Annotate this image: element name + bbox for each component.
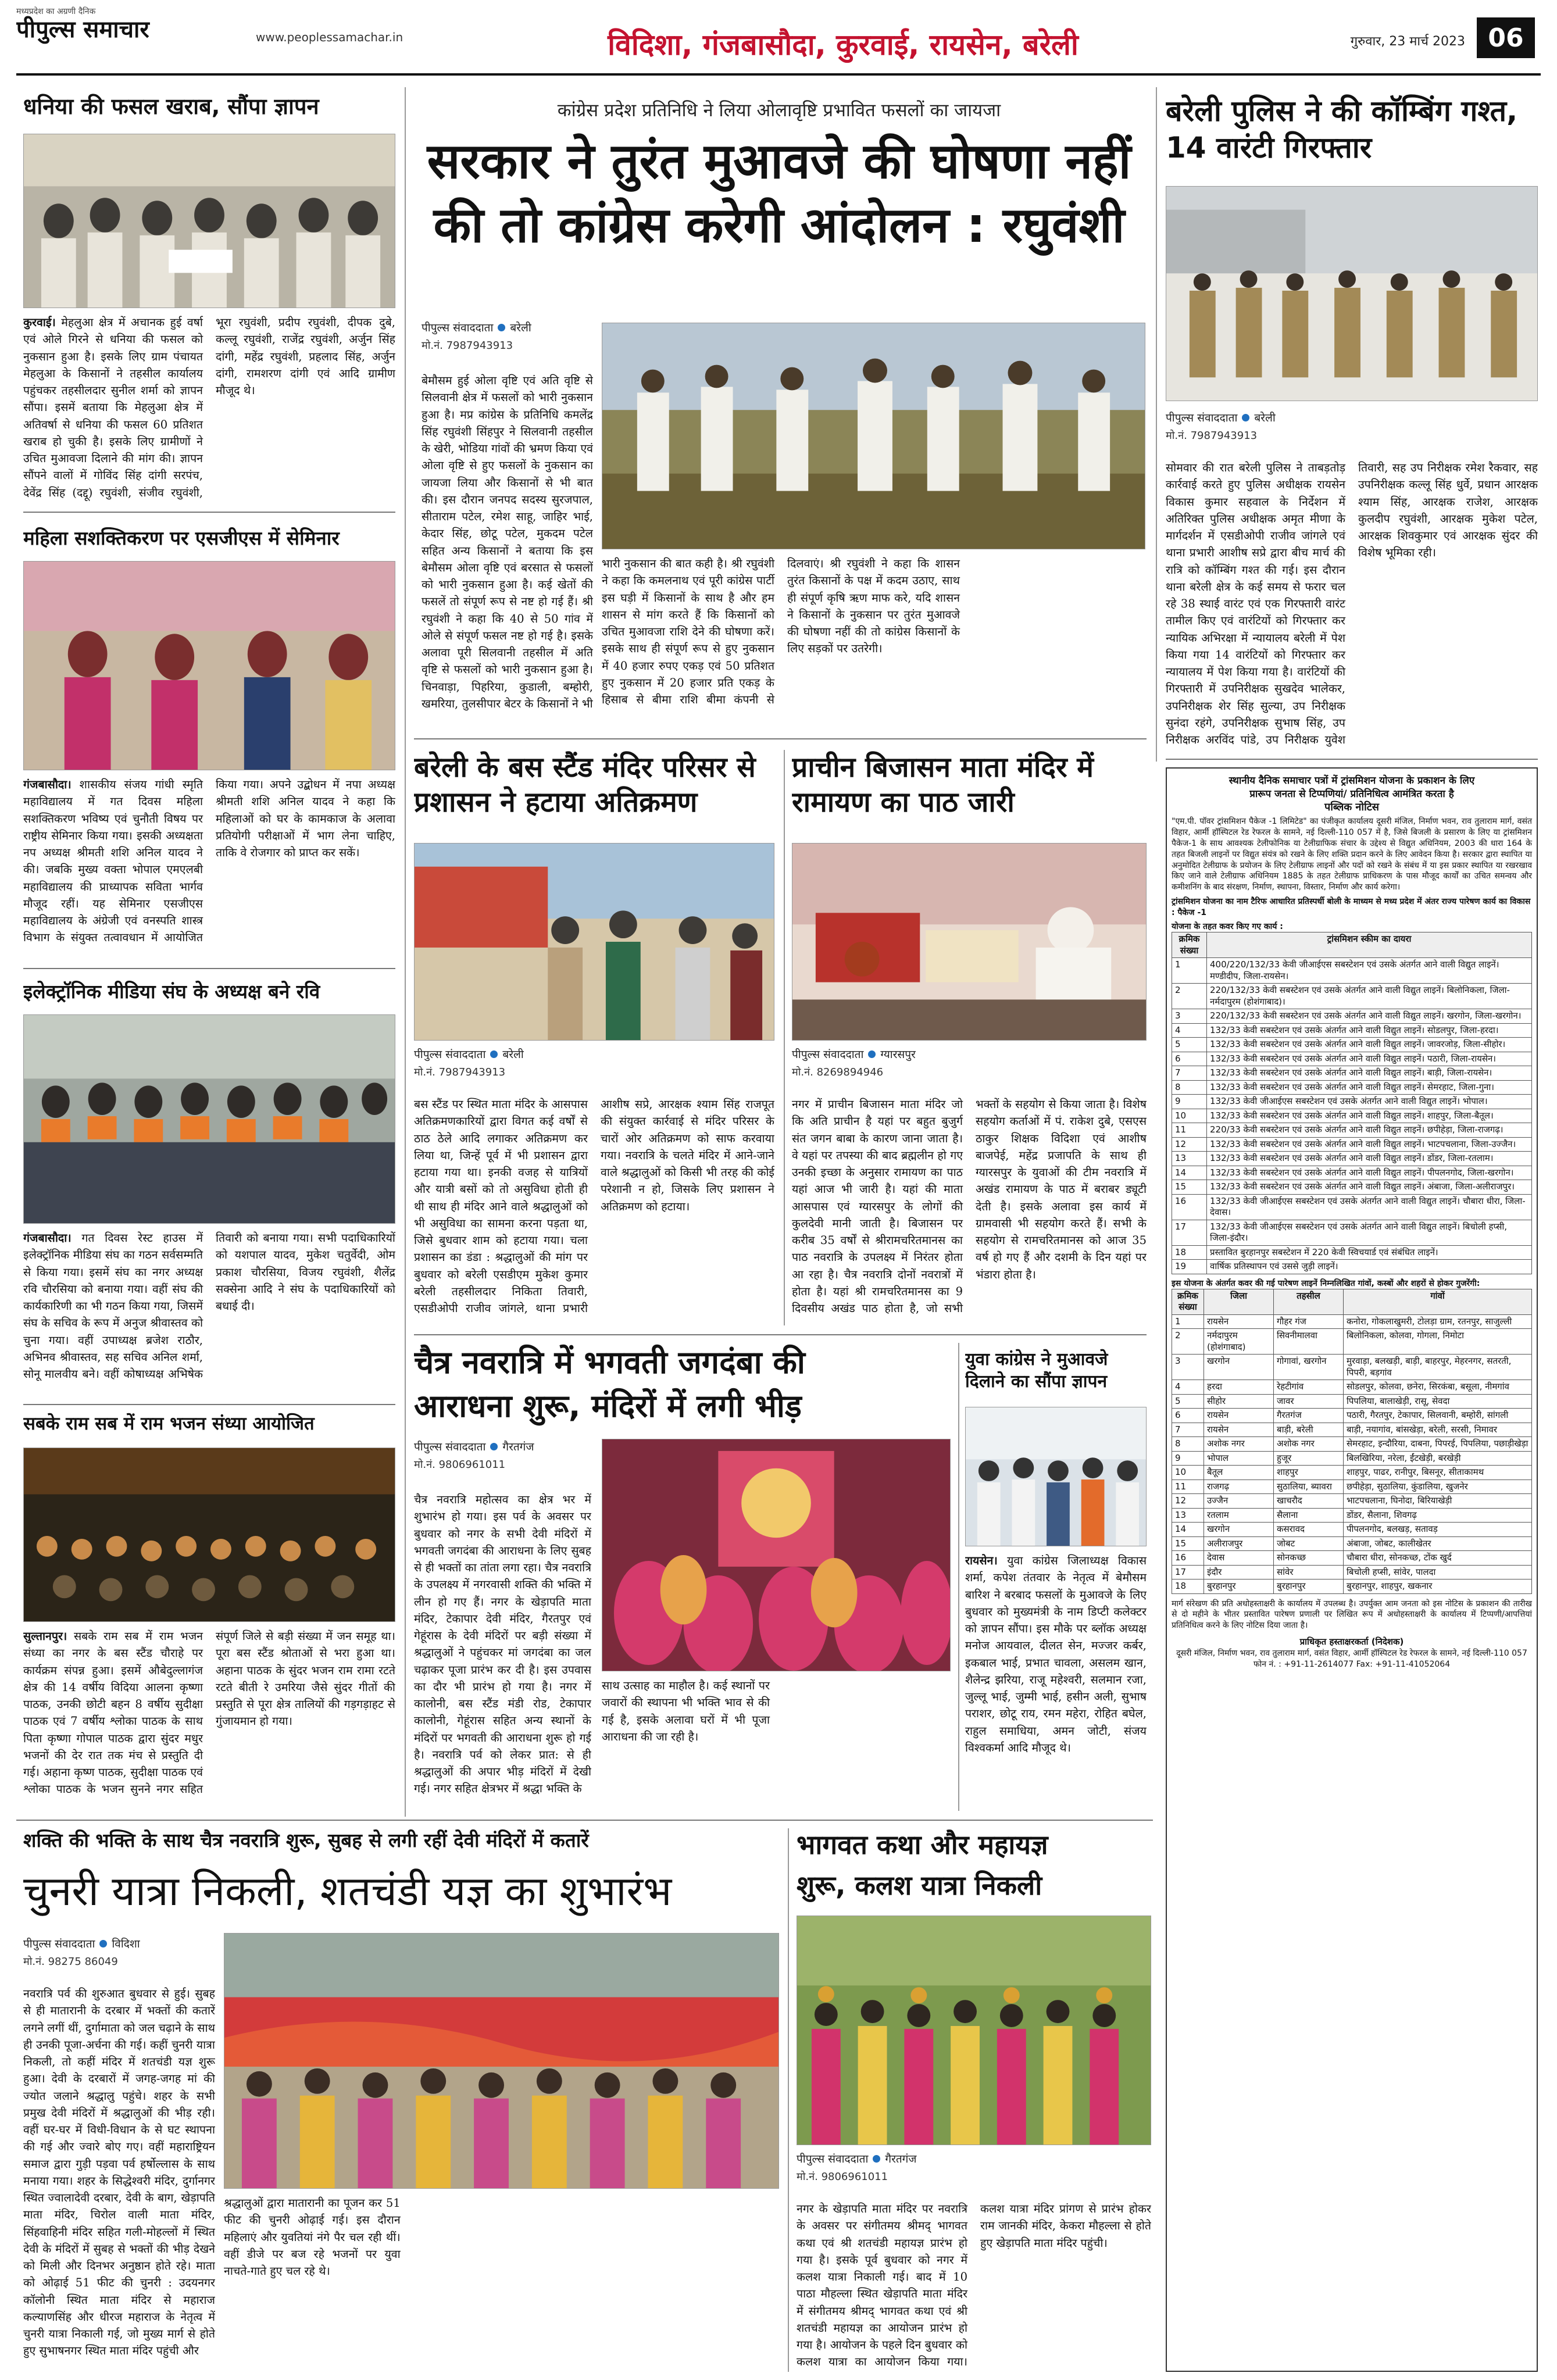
byline-dot-icon: [490, 1050, 498, 1058]
byline-dot-icon: [99, 1940, 107, 1947]
nt1-cell-scope: 132/33 केवी जीआईएस सबस्टेशन एवं उसके अंतर्गत आने वाली विद्युत लाइनें। बिचोली हप्सी, जिला-इंदौर।: [1207, 1220, 1532, 1245]
nt1-cell-scope: 132/33 केवी जीआईएस सबस्टेशन एवं उसके अंतर्गत आने वाली विद्युत लाइनें। भोपाल।: [1207, 1095, 1532, 1109]
col-rule-3: [784, 750, 785, 1325]
notice-table-2-row: [1172, 1423, 1532, 1437]
website-link[interactable]: www.peoplessamachar.in: [256, 30, 403, 44]
nt2-cell-no: 8: [1172, 1437, 1204, 1452]
nt1-cell-no: 15: [1172, 1180, 1207, 1195]
nt1-cell-no: 18: [1172, 1245, 1207, 1260]
notice-table-1-row: [1172, 1180, 1532, 1195]
notice-intro-2: ट्रांसमिशन योजना का नाम टैरिफ आधारित प्रतिस्पर्धी बोली के माध्यम से मध्य प्रदेश में अंतर राज्य पारेषण कार्य का विकास : पैकेज -1: [1172, 897, 1531, 918]
notice-table-1-row: [1172, 1066, 1532, 1081]
bus-reporter: पीपुल्स संवाददाता: [414, 1048, 486, 1061]
main-body-cont: [602, 555, 1145, 724]
nt2-cell-tehsil: सिवनीमालवा: [1274, 1329, 1344, 1355]
art1-headline: धनिया की फसल खराब, सौंपा ज्ञापन: [23, 94, 319, 119]
byline-dot-icon: [873, 2155, 880, 2163]
main-location: बरेली: [510, 321, 531, 334]
nt2-cell-no: 1: [1172, 1314, 1204, 1329]
nt2-cell-tehsil: सोनकच्छ: [1274, 1551, 1344, 1566]
notice-table2-caption: इस योजना के अंतर्गत कवर की गई पारेषण लाइनें निम्नलिखित गांवों, कस्बों और शहरों से होकर गुजरेंगी:: [1172, 1278, 1480, 1288]
nt1-cell-no: 4: [1172, 1023, 1207, 1038]
nt1-cell-no: 11: [1172, 1123, 1207, 1138]
nt2-cell-villages: बाड़ी, नयागांव, बांसखेड़ा, बरेली, सरसी, निमावर: [1344, 1423, 1532, 1437]
nt2-cell-district: इंदौर: [1204, 1565, 1274, 1579]
nt2-cell-no: 16: [1172, 1551, 1204, 1566]
notice-table-2-row: [1172, 1480, 1532, 1494]
nt2-cell-no: 12: [1172, 1494, 1204, 1509]
nt2-cell-tehsil: गौहर गंज: [1274, 1314, 1344, 1329]
youth-photo: [965, 1407, 1147, 1546]
col-rule-5: [788, 1828, 789, 2372]
navratri-byline: [414, 1439, 600, 1485]
section-title: विदिशा, गंजबासौदा, कुरवाई, रायसेन, बरेली: [608, 28, 1079, 62]
nt2-cell-district: रायसेन: [1204, 1423, 1274, 1437]
notice-table-2-row: [1172, 1466, 1532, 1480]
notice-table-1: [1172, 932, 1532, 1274]
police-body: [1166, 459, 1538, 756]
notice-table-2-row: [1172, 1314, 1532, 1329]
ram-place: सुल्तानपुर।: [23, 1629, 67, 1643]
nt1-cell-scope: 132/33 केवी सबस्टेशन एवं उसके अंतर्गत आने वाली विद्युत लाइनें। डोंडर, जिला-रतलाम।: [1207, 1152, 1532, 1166]
nt1-cell-scope: 220/33 केवी सबस्टेशन एवं उसके अंतर्गत आने वाली विद्युत लाइनें। छपीहेड़ा, जिला-राजगढ़।: [1207, 1123, 1532, 1138]
bijasan-headline: प्राचीन बिजासन माता मंदिर में रामायण का पाठ जारी: [792, 751, 1094, 819]
notice-table-1-row: [1172, 1052, 1532, 1066]
bus-headline: बरेली के बस स्टैंड मंदिर परिसर से प्रशासन ने हटाया अतिक्रमण: [414, 751, 756, 819]
nt1-cell-no: 19: [1172, 1260, 1207, 1274]
main-headline-1: सरकार ने तुरंत मुआवजे की घोषणा नहीं: [427, 133, 1131, 190]
ram-headline: सबके राम सब में राम भजन संध्या आयोजित: [23, 1413, 315, 1434]
nt2-cell-no: 2: [1172, 1329, 1204, 1355]
nt2-cell-villages: पीपलनगोद, बलखड़, सतावड़: [1344, 1523, 1532, 1537]
chunari-byline: [23, 1936, 215, 1982]
nt2-cell-tehsil: बुरहानपुर: [1274, 1579, 1344, 1594]
nt2-cell-district: उज्जैन: [1204, 1494, 1274, 1509]
nt2-cell-villages: शाहपुर, पाढर, रानीपुर, बिसनूर, सीताकामथ: [1344, 1466, 1532, 1480]
main-kicker: कांग्रेस प्रदेश प्रतिनिधि ने लिया ओलावृष्टि प्रभावित फसलों का जायजा: [557, 100, 1001, 121]
nt2-cell-district: खरगोन: [1204, 1355, 1274, 1380]
main-headline-2: की तो कांग्रेस करेगी आंदोलन : रघुवंशी: [433, 196, 1125, 253]
notice-table-2-row: [1172, 1551, 1532, 1566]
nt2-cell-villages: अंबाजा, जोबट, कालीखेतर: [1344, 1536, 1532, 1551]
chunari-body-continued: श्रद्धालुओं द्वारा मातारानी का पूजन कर 51 फीट की चुनरी ओढ़ाई गई। इस दौरान महिलाएं और युवतियां नंगे पैर चल रही थीं। वहीं डीजे पर बज रहे भजनों पर युवा नाचते-गाते हुए चल रहे थे।: [224, 2196, 401, 2278]
media-body: [23, 1230, 395, 1398]
bhagwat-reporter: पीपुल्स संवाददाता: [797, 2153, 869, 2165]
notice-table-2-row: [1172, 1409, 1532, 1423]
nt2-cell-no: 3: [1172, 1355, 1204, 1380]
police-byline: [1166, 410, 1340, 456]
notice-table-1-row: [1172, 958, 1532, 984]
nt1-cell-scope: 132/33 केवी सबस्टेशन एवं उसके अंतर्गत आने वाली विद्युत लाइनें। भाटपचलाना, जिला-उज्जैन।: [1207, 1137, 1532, 1152]
youth-headline: युवा कांग्रेस ने मुआवजे दिलाने का सौंपा ज्ञापन: [965, 1349, 1108, 1392]
nt2-cell-no: 15: [1172, 1536, 1204, 1551]
notice-footer: मार्ग संरेखण की प्रति अधोहस्ताक्षरी के कार्यालय में उपलब्ध है। उपर्युक्त आम जनता को इस नोटिस के प्रकाशन की तारीख से दो महीने के भीतर प्रस्तावित पारेषण प्रणाली पर लिखित रूप में अधोहस्ताक्षरी के कार्यालय में टिप्पणी/आपत्तियां प्रतिनिधित्व करने के लिए नोटिस दिया जाता है।: [1172, 1599, 1532, 1631]
nt2-cell-no: 14: [1172, 1523, 1204, 1537]
navratri-body-cont: [602, 1677, 951, 1811]
nt2-cell-no: 9: [1172, 1451, 1204, 1466]
col-rule-4: [958, 1343, 959, 1811]
nt2-cell-villages: भाटपचलाना, घिनोदा, बिरियाखेड़ी: [1344, 1494, 1532, 1509]
nt1-cell-no: 7: [1172, 1066, 1207, 1081]
nt1-cell-scope: 400/220/132/33 केवी जीआईएस सबस्टेशन एवं उसके अंतर्गत आने वाली विद्युत लाइनें। मण्डीदीप, जिला-रायसेन।: [1207, 958, 1532, 984]
police-headline: बरेली पुलिस ने की कॉम्बिंग गश्त, 14 वारंटी गिरफ्तार: [1166, 94, 1518, 165]
nt2-cell-villages: मुरवाड़ा, बलखड़ी, बाड़ी, बाहरपुर, मेहरनगर, सतरती, पिपरी, बड़गांव: [1344, 1355, 1532, 1380]
notice-table-2-row: [1172, 1394, 1532, 1409]
nt1-cell-no: 2: [1172, 984, 1207, 1009]
nt1-cell-no: 13: [1172, 1152, 1207, 1166]
page-number-text: 06: [1488, 23, 1524, 53]
chunari-photo: [224, 1933, 779, 2189]
notice-table-1-row: [1172, 1095, 1532, 1109]
nt2-cell-villages: कनोरा, गोकलाखुमरी, टोलड़ा ग्राम, रतनपुर, साजुल्ली: [1344, 1314, 1532, 1329]
nt2-cell-district: खरगोन: [1204, 1523, 1274, 1537]
main-body: बेमौसम हुई ओला वृष्टि एवं अति वृष्टि से सिलवानी क्षेत्र में फसलों को भारी नुकसान हुआ है। मप्र कांग्रेस के प्रतिनिधि कमलेंद्र सिंह रघुवंशी सिंहपुर ने सिलवानी तहसील के खेरी, भोडिया गांवों की भ्रमण किया एवं ओला वृष्टि से हुए फसलों के नुकसान का जायजा लिया और किसानों से भी बात की। इस दौरान जनपद सदस्य सुरजपाल, सीताराम पटेल, रमेश साहू, जाहिर भाई, केदार सिंह, छोटू पटेल, मुकदम पटेल सहित अन्य किसानों ने बताया कि इस बेमौसम ओला वृष्टि एवं बरसात से फसलों को भारी नुकसान हुआ है। कई खेतों की फसलें तो संपूर्ण रूप से नष्ट हो गई हैं। श्री रघुवंशी ने कहा कि 40 से 50 गांव में ओले से संपूर्ण फसल नष्ट हो गई है। इसके अलावा पूरी सिलवानी तहसील में अति वृष्टि से फसलों को भारी नुकसान हुआ है। चिनवाड़ा, पिहरिया, कुडाली, बम्होरी, खमरिया, तुलसीपार बेटर के किसानों ने भी: [422, 374, 593, 710]
police-location: बरेली: [1254, 412, 1276, 424]
notice-title-3: पब्लिक नोटिस: [1324, 801, 1379, 813]
rule-m1: [414, 738, 1147, 739]
notice-table-1-row: [1172, 1023, 1532, 1038]
police-reporter: पीपुल्स संवाददाता: [1166, 412, 1238, 424]
bhagwat-photo: [797, 1916, 1151, 2145]
nt2-cell-tehsil: शाहपुर: [1274, 1466, 1344, 1480]
nt1-cell-scope: प्रस्तावित बुरहानपुर सबस्टेशन में 220 केवी स्विचयार्ड एवं संबंधित लाइनें।: [1207, 1245, 1532, 1260]
notice-table-2-row: [1172, 1329, 1532, 1355]
nt2-cell-district: हरदा: [1204, 1380, 1274, 1395]
seminar-body: [23, 776, 395, 962]
nt1-cell-no: 1: [1172, 958, 1207, 984]
nt2-cell-villages: डोंडर, सैलाना, शिवगढ़: [1344, 1508, 1532, 1523]
seminar-headline: महिला सशक्तिकरण पर एसजीएस में सेमिनार: [23, 527, 340, 549]
navratri-photo: [602, 1439, 951, 1671]
nt2-cell-no: 13: [1172, 1508, 1204, 1523]
media-text: गत दिवस रेस्ट हाउस में इलेक्ट्रॉनिक मीडिया संघ का गठन सर्वसम्मति से किया गया। इसमें संघ का नगर अध्यक्ष रवि चौरसिया को बनाया गया। वहीं संघ की कार्यकारिणी का भी गठन किया गया, जिसमें संघ के सचिव के रूप में अनुज श्रीवास्तव को चुना गया। वहीं उपाध्यक्ष ब्रजेश राठौर, अभिनव श्रीवास्तव, सह सचिव अनिल शर्मा, सोनू मालवीय बने। वहीं कोषाध्यक्ष अभिषेक तिवारी को बनाया गया। सभी पदाधिकारियों को यशपाल यादव, मुकेश चतुर्वेदी, ओम प्रकाश चौरसिया, विजय रघुवंशी, शैलेंद्र सक्सेना आदि ने संघ के पदाधिकारियों को बधाई दी।: [23, 1231, 395, 1381]
nt2-cell-district: अलीराजपुर: [1204, 1536, 1274, 1551]
police-mobile: मो.नं. 7987943913: [1166, 430, 1258, 442]
nt1-cell-scope: 132/33 केवी सबस्टेशन एवं उसके अंतर्गत आने वाली विद्युत लाइनें। बाड़ी, जिला-रायसेन।: [1207, 1066, 1532, 1081]
nt2-cell-district: बैतूल: [1204, 1466, 1274, 1480]
byline-dot-icon: [498, 324, 505, 331]
masthead-logo-block: [16, 6, 249, 52]
nt2-cell-no: 5: [1172, 1394, 1204, 1409]
nt2-cell-villages: सोडलपुर, कोलवा, छनेरा, सिरकंबा, बसूला, नीमगांव: [1344, 1380, 1532, 1395]
navratri-body: चैत्र नवरात्रि महोत्सव का क्षेत्र भर में शुभारंभ हो गया। इस पर्व के अवसर पर बुधवार को नगर के सभी देवी मंदिरों में भगवती जगदंबा की आराधना के लिए सुबह से ही भक्तों का तांता लगा रहा। चैत्र नवरात्रि के उपलक्ष्य में नगरवासी शक्ति की भक्ति में लीन हो गए हैं। नगर के खेड़ापति माता मंदिर, टेकापार देवी मंदिर, गैरतपुर एवं गेहूंरास के देवी मंदिरों पर बड़ी संख्या में श्रद्धालुओं ने पहुंचकर मां जगदंबा का जल चढ़ाकर पूजा प्रारंभ कर दी है। इस उपवास का दौर भी प्रारंभ हो गया है। नगर में कालोनी, बस स्टैंड मंडी रोड, टेकापार कालोनी, गेहूंरास सहित अन्य स्थानों के मंदिरों पर भगवती की आराधना शुरू हो गई है। नवरात्रि पर्व को लेकर प्रात: से ही श्रद्धालुओं की अपार भीड़ मंदिरों में देखी गई। नगर सहित क्षेत्रभर में श्रद्धा भक्ति के: [414, 1493, 591, 1796]
nt2-cell-district: अशोक नगर: [1204, 1437, 1274, 1452]
nt2-cell-tehsil: हुजूर: [1274, 1451, 1344, 1466]
nt2-head-no: क्रमिक संख्या: [1172, 1289, 1204, 1314]
notice-table-2-row: [1172, 1437, 1532, 1452]
page-number: [1477, 17, 1535, 58]
nt1-cell-no: 6: [1172, 1052, 1207, 1066]
notice-table-2-row: [1172, 1523, 1532, 1537]
bijasan-body: [792, 1096, 1147, 1325]
nt2-cell-tehsil: जोबट: [1274, 1536, 1344, 1551]
bijasan-reporter: पीपुल्स संवाददाता: [792, 1048, 864, 1061]
police-photo: [1166, 186, 1538, 401]
notice-table-1-row: [1172, 1137, 1532, 1152]
nt1-cell-scope: 132/33 केवी सबस्टेशन एवं उसके अंतर्गत आने वाली विद्युत लाइनें। सेमरहाट, जिला-गुना।: [1207, 1080, 1532, 1095]
nt2-cell-villages: बिलोनिकला, कोलवा, गोगला, निमोटा: [1344, 1329, 1532, 1355]
nt2-cell-district: बुरहानपुर: [1204, 1579, 1274, 1594]
rule-bottom: [16, 1820, 1153, 1821]
nt2-cell-villages: सेमरहाट, इन्दौरिया, दाबना, पिपरई, पिपलिया, पछाड़ीखेड़ा: [1344, 1437, 1532, 1452]
nt1-cell-scope: 132/33 केवी सबस्टेशन एवं उसके अंतर्गत आने वाली विद्युत लाइनें। सोडलपुर, जिला-हरदा।: [1207, 1023, 1532, 1038]
nt2-cell-no: 4: [1172, 1380, 1204, 1395]
nt2-cell-district: रायसेन: [1204, 1409, 1274, 1423]
nt1-cell-scope: 132/33 केवी सबस्टेशन एवं उसके अंतर्गत आने वाली विद्युत लाइनें। जावरजोड़, जिला-सीहोर।: [1207, 1038, 1532, 1052]
seminar-photo: [23, 561, 395, 770]
notice-table-1-row: [1172, 1109, 1532, 1123]
nt2-cell-villages: पठारी, गैरतपुर, टेकापार, सिलवानी, बम्होरी, सांगली: [1344, 1409, 1532, 1423]
notice-table-1-row: [1172, 1194, 1532, 1220]
notice-title-2: प्रारूप जनता से टिप्पणियां/ प्रतिनिधित्व आमंत्रित करता है: [1249, 788, 1454, 800]
nt1-cell-no: 12: [1172, 1137, 1207, 1152]
nt1-head-scope: ट्रांसमिशन स्कीम का दायरा: [1207, 932, 1532, 958]
bijasan-byline: [792, 1046, 984, 1093]
bhagwat-byline: [797, 2151, 983, 2197]
navratri-location: गैरतगंज: [502, 1441, 534, 1453]
nt2-head-villages: गांवों: [1344, 1289, 1532, 1314]
nt2-cell-tehsil: गोगावां, खरगोन: [1274, 1355, 1344, 1380]
nt2-cell-no: 11: [1172, 1480, 1204, 1494]
notice-table-1-row: [1172, 1152, 1532, 1166]
rule-m2: [414, 1334, 1147, 1335]
col-rule-2: [1156, 87, 1157, 762]
nt1-cell-scope: 132/33 केवी सबस्टेशन एवं उसके अंतर्गत आने वाली विद्युत लाइनें। पठारी, जिला-रायसेन।: [1207, 1052, 1532, 1066]
navratri-mobile: मो.नं. 9806961011: [414, 1459, 506, 1471]
bus-body: [414, 1096, 774, 1325]
art1-body: [23, 314, 395, 506]
notice-table-2: [1172, 1289, 1532, 1594]
notice-table-2-row: [1172, 1355, 1532, 1380]
section-banner: [500, 17, 1186, 70]
bhagwat-text: नगर के खेड़ापति माता मंदिर पर नवरात्रि के अवसर पर संगीतमय श्रीमद् भागवत कथा एवं श्री शतचंडी महायज्ञ प्रारंभ हो गया है। इसके पूर्व बुधवार को नगर में कलश यात्रा निकाली गई। बाद में 10 पाठा मौहल्ला स्थित खेड़ापति माता मंदिर में संगीतमय श्रीमद् भागवत कथा एवं श्री शतचंडी महायज्ञ का आयोजन प्रारंभ हो गया है। आयोजन के पहले दिन बुधवार को कलश यात्रा का आयोजन किया गया। कलश यात्रा मंदिर प्रांगण से प्रारंभ होकर राम जानकी मंदिर, केकरा मौहल्ला से होते हुए खेड़ापति माता मंदिर पहुंची।: [797, 2202, 1151, 2369]
nt2-cell-district: राजगढ़: [1204, 1480, 1274, 1494]
bijasan-mobile: मो.नं. 8269894946: [792, 1066, 884, 1078]
chunari-headline: चुनरी यात्रा निकली, शतचंडी यज्ञ का शुभारंभ: [23, 1867, 672, 1915]
notice-table-1-row: [1172, 1245, 1532, 1260]
nt2-cell-district: रायसेन: [1204, 1314, 1274, 1329]
notice-sign-2: दूसरी मंजिल, निर्माण भवन, राव तुलाराम मार्ग, वसंत विहार, आर्मी हॉस्पिटल रेड रेफरल के सामने, नई दिल्ली-110 057: [1176, 1649, 1527, 1659]
bus-byline: [414, 1046, 600, 1093]
rule-a3: [23, 1404, 395, 1405]
media-photo: [23, 1014, 395, 1224]
nt1-cell-scope: 132/33 केवी सबस्टेशन एवं उसके अंतर्गत आने वाली विद्युत लाइनें। अंबाजा, जिला-अलीराजपुर।: [1207, 1180, 1532, 1195]
notice-table-1-row: [1172, 1123, 1532, 1138]
navratri-headline-2: आराधना शुरू, मंदिरों में लगी भीड़: [414, 1388, 802, 1424]
rule-a2: [23, 968, 395, 969]
bus-location: बरेली: [502, 1048, 524, 1061]
media-headline: इलेक्ट्रॉनिक मीडिया संघ के अध्यक्ष बने रवि: [23, 980, 320, 1003]
notice-table-1-row: [1172, 1009, 1532, 1024]
notice-table-1-row: [1172, 1038, 1532, 1052]
nt1-cell-no: 16: [1172, 1194, 1207, 1220]
chunari-body: नवरात्रि पर्व की शुरुआत बुधवार से हुई। सुबह से ही मातारानी के दरबार में भक्तों की कतारें लगने लगीं थीं, दुर्गामाता को जल चढ़ाने के साथ ही उनकी पूजा-अर्चना की गई। कहीं चुनरी यात्रा निकली, तो कहीं मंदिर में शतचंडी यज्ञ शुरू हुआ। देवी के दरबारों में जगह-जगह मां की ज्योत जलाने श्रद्धालु पहुंचे। शहर के सभी प्रमुख देवी मंदिरों में श्रद्धालुओं की भीड़ रही। वहीं घर-घर में विधी-विधान के से घट स्थापना की गई और ज्वारे बोए गए। वहीं महाराष्ट्रियन समाज द्वारा गुड़ी पड़वा पर्व हर्षोल्लास के साथ मनाया गया। शहर के सिद्धेश्वरी मंदिर, दुर्गानगर स्थित ज्वालादेवी दरबार, देवी के बाग, खेड़ापति माता मंदिर, चिरोल वाली माता मंदिर, सिंहवाहिनी मंदिर सहित गली-मोहल्लों में स्थित देवी के मंदिरों में सुबह से भक्तों की भीड़ देखने को मिली और दिनभर अनुष्ठान होते रहे। माता को ओढ़ाई 51 फीट की चुनरी : उदयनगर कॉलोनी स्थित माता मंदिर से महाराज कल्याणसिंह और धीरज महाराज के नेतृत्व में चुनरी यात्रा निकाली गई, जो मुख्य मार्ग से होते हुए सुभाषनगर स्थित माता मंदिर पहुंची और: [23, 1987, 215, 2358]
nt1-cell-no: 14: [1172, 1166, 1207, 1180]
youth-text: युवा कांग्रेस जिलाध्यक्ष विकास शर्मा, कपेश तंतवार के नेतृत्व में बेमौसम बारिश ने बरबाद फसलों के मुआवजे के लिए बुधवार को मुख्यमंत्री के नाम डिप्टी कलेक्टर को ज्ञापन सौंपा। इस मौके पर ब्लॉक अध्यक्ष मनोज आयवाल, दीलत सेन, मज्जर कर्बर, इकबाल भाई, प्रभात चावला, असलम खान, शैलेन्द्र झरिया, राजू महेश्वरी, सलमान रजा, जुल्लू भाई, जुम्मी भाई, हसीन अली, सुभाष पराशर, छोटू राय, रमन महेरा, रोहित बघेल, राहुल समाधिया, अमन जोटी, संजय विश्वकर्मा आदि मौजूद थे।: [965, 1554, 1147, 1754]
main-byline: [422, 320, 596, 366]
bhagwat-headline-1: भागवत कथा और महायज्ञ: [797, 1829, 1048, 1860]
nt1-cell-scope: 220/132/33 केवी सबस्टेशन एवं उसके अंतर्गत आने वाली विद्युत लाइनें। खरगोन, जिला-खरगोन।: [1207, 1009, 1532, 1024]
navratri-reporter: पीपुल्स संवाददाता: [414, 1441, 486, 1453]
notice-table-1-row: [1172, 1166, 1532, 1180]
nt1-cell-scope: 220/132/33 केवी सबस्टेशन एवं उसके अंतर्गत आने वाली विद्युत लाइनें। बिलोनिकला, जिला-नर्मदापुरम (होशंगाबाद)।: [1207, 984, 1532, 1009]
nt1-cell-no: 8: [1172, 1080, 1207, 1095]
nt2-head-district: जिला: [1204, 1289, 1274, 1314]
notice-table-2-row: [1172, 1536, 1532, 1551]
notice-table-2-row: [1172, 1494, 1532, 1509]
nt2-cell-tehsil: अशोक नगर: [1274, 1437, 1344, 1452]
nt2-head-tehsil: तहसील: [1274, 1289, 1344, 1314]
notice-table-2-row: [1172, 1579, 1532, 1594]
nt2-cell-tehsil: सांवेर: [1274, 1565, 1344, 1579]
nt1-head-no: क्रमिक संख्या: [1172, 932, 1207, 958]
nt2-cell-villages: चौबारा धीरा, सोनकच्छ, टोंक खुर्द: [1344, 1551, 1532, 1566]
nt2-cell-tehsil: जावर: [1274, 1394, 1344, 1409]
rule-c1: [1166, 759, 1538, 760]
navratri-body-continued: साथ उत्साह का माहौल है। कई स्थानों पर जवारों की स्थापना भी भक्ति भाव से की गई है, इसके अलावा घरों में भी पूजा आराधना की जा रही है।: [602, 1679, 770, 1743]
bijasan-photo: [792, 843, 1147, 1041]
notice-table-1-body: [1172, 958, 1532, 1274]
nt2-cell-villages: बिचोली हप्सी, सांवेर, पालदा: [1344, 1565, 1532, 1579]
bhagwat-body: [797, 2200, 1151, 2372]
nt2-cell-tehsil: बाड़ी, बरेली: [1274, 1423, 1344, 1437]
col-rule-1: [405, 87, 406, 1817]
byline-dot-icon: [490, 1443, 498, 1450]
bus-mobile: मो.नं. 7987943913: [414, 1066, 506, 1078]
main-body-continued: भारी नुकसान की बात कही है। श्री रघुवंशी ने कहा कि कमलनाथ एवं पूरी कांग्रेस पार्टी इस घड़ी में किसानों के साथ है और हम शासन से मांग करते हैं कि किसानों को उचित मुआवजा राशि देने की घोषणा करें। इसके साथ ही संपूर्ण रूप से हुए नुकसान में 40 हजार रुपए एकड़ एवं 50 प्रतिशत हुए नुकसान में 20 हजार प्रति एकड़ के हिसाब से बीमा राशि बीमा कंपनी से दिलवाएं। श्री रघुवंशी ने कहा कि शासन तुरंत किसानों के पक्ष में कदम उठाए, साथ ही संपूर्ण कृषि ऋण माफ करे, यदि शासन ने किसानों के नुकसान पर तुरंत मुआवजे की घोषणा नहीं की तो कांग्रेस किसानों के लिए सड़कों पर उतरेगी।: [602, 557, 960, 706]
art1-place: कुरवाई।: [23, 316, 56, 329]
nt2-cell-district: नर्मदापुरम (होशंगाबाद): [1204, 1329, 1274, 1355]
nt2-cell-district: रतलाम: [1204, 1508, 1274, 1523]
rule-a1: [23, 512, 395, 513]
notice-intro: "एम.पी. पॉवर ट्रांसमिशन पैकेज -1 लिमिटेड" का पंजीकृत कार्यालय दूसरी मंजिल, निर्माण भवन, राव तुलाराम मार्ग, वसंत विहार, आर्मी हॉस्पिटल रेड रेफरल के सामने, नई दिल्ली-110 057 में है, जिसे बिजली के प्रसारण के लिए या ट्रांसमिशन पैकेज-1 के साथ आवश्यक टेलीफोनिक या टेलीग्राफिक संचार के उद्देश्य से विद्युत अधिनियम, 2003 की धारा 164 के तहत बिजली लाइनों पर विद्युत संयंत्र को रखने के लिए शक्ति प्रदान करने के लिए आवेदन किया है। सरकार द्वारा स्थापित या अनुमोदित टेलीग्राफ के प्रयोजन के लिए टेलीग्राफ लाइनों और पदों को रखने के संबंध में या इस प्रकार स्थापित या रखरखाव किए जाने वाले टेलीग्राफ अधिनियम 1885 के तहत टेलीग्राफ प्राधिकरण के पास मौजूद कार्यों का उचित समन्वय और कमीशनिंग के बाद संरक्षण, निर्माण, स्थापना, विस्तार, निर्माण और कार्य करेगा।: [1172, 817, 1532, 892]
nt1-cell-no: 10: [1172, 1109, 1207, 1123]
byline-dot-icon: [868, 1050, 876, 1058]
notice-sign-1: प्राधिकृत हस्ताक्षरकर्ता (निदेशक): [1299, 1636, 1404, 1648]
navratri-headline-1: चैत्र नवरात्रि में भगवती जगदंबा की: [414, 1344, 805, 1381]
bhagwat-mobile: मो.नं. 9806961011: [797, 2171, 888, 2183]
nt1-cell-no: 17: [1172, 1220, 1207, 1245]
nt1-cell-scope: 132/33 केवी सबस्टेशन एवं उसके अंतर्गत आने वाली विद्युत लाइनें। शाहपुर, जिला-बैतूल।: [1207, 1109, 1532, 1123]
logo-tagline: मध्यप्रदेश का अग्रणी दैनिक: [16, 7, 96, 16]
notice-table-2-row: [1172, 1508, 1532, 1523]
nt2-cell-no: 6: [1172, 1409, 1204, 1423]
nt2-cell-tehsil: रेहटीगांव: [1274, 1380, 1344, 1395]
logo: पीपुल्स समाचार: [16, 16, 149, 43]
byline-dot-icon: [1242, 414, 1249, 421]
nt2-cell-tehsil: कसरावद: [1274, 1523, 1344, 1537]
nt2-cell-district: सीहोर: [1204, 1394, 1274, 1409]
notice-table-1-row: [1172, 1260, 1532, 1274]
nt2-cell-tehsil: सुठालिया, ब्यावरा: [1274, 1480, 1344, 1494]
ram-body: [23, 1628, 395, 1814]
youth-body: [965, 1552, 1147, 1811]
notice-table1-caption: योजना के तहत कवर किए गए कार्य :: [1172, 922, 1283, 932]
nt2-cell-no: 10: [1172, 1466, 1204, 1480]
ram-text: सबके राम सब में राम भजन संध्या का नगर के बस स्टैंड चौराहे पर कार्यक्रम संपन्न हुआ। इसमें औबेदुल्लागंज क्षेत्र की 14 वर्षीय विदिया आलना कृष्णा पाठक, उनकी छोटी बहन 8 वर्षीय सुदीक्षा पाठक एवं 7 वर्षीय श्लोका पाठक के साथ पिता कृष्णा गोपाल पाठक द्वारा सुंदर मधुर भजनों की देर रात तक मंच से प्रस्तुति दी गई। अहाना कृष्ण पाठक, सुदीक्षा पाठक एवं श्लोका पाठक के भजन सुनने नगर सहित संपूर्ण जिले से बड़ी संख्या में जन समूह था। पूरा बस स्टैंड श्रोताओं से भरा हुआ था। अहाना पाठक के सुंदर भजन राम रामा रटते रटते बीती रे उमरिया जैसे सुंदर गीतों की प्रस्तुति से पूरा क्षेत्र तालियों की गड़गड़ाहट से गुंजायमान हो गया।: [23, 1629, 395, 1796]
nt1-cell-scope: 132/33 केवी सबस्टेशन एवं उसके अंतर्गत आने वाली विद्युत लाइनें। पीपलनगोद, जिला-खरगोन।: [1207, 1166, 1532, 1180]
nt2-cell-no: 18: [1172, 1579, 1204, 1594]
nt2-cell-no: 17: [1172, 1565, 1204, 1579]
main-reporter: पीपुल्स संवाददाता: [422, 321, 494, 334]
nt2-cell-villages: छपीहेड़ा, सुठालिया, कुंडालिया, खुजनेर: [1344, 1480, 1532, 1494]
nt2-cell-district: देवास: [1204, 1551, 1274, 1566]
nt2-cell-district: भोपाल: [1204, 1451, 1274, 1466]
notice-table-2-row: [1172, 1565, 1532, 1579]
notice-sign-3: फोन नं. : +91-11-2614077 Fax: +91-11-41052064: [1253, 1660, 1451, 1670]
nt2-cell-tehsil: खाचरौद: [1274, 1494, 1344, 1509]
bus-text: बस स्टैंड पर स्थित माता मंदिर के आसपास अतिक्रमणकारियों द्वारा विगत कई वर्षों से ठाठ ठेले आदि लगाकर अतिक्रमण कर लिया था, जिन्हें पूर्व में भी प्रशासन द्वारा हटाया गया था। इनकी वजह से यात्रियों और यात्री बसों को तो असुविधा होती ही थी साथ ही मंदिर आने वाले श्रद्धालुओं को भी असुविधा का सामना करना पड़ता था, जिसे बुधवार शाम को हटाया गया। चला प्रशासन का डंडा : श्रद्धालुओं की मांग पर बुधवार को बरेली एसडीएम मुकेश कुमार बरेली तहसीलदार निकिता तिवारी, एसडीओपी राजीव जांगले, थाना प्रभारी आशीष सप्रे, आरक्षक श्याम सिंह राजपूत की संयुक्त कार्रवाई से मंदिर परिसर के चारों ओर अतिक्रमण को साफ करवाया गया। नवरात्रि के चलते मंदिर में आने-जाने वाले श्रद्धालुओं को किसी भी तरह की कोई परेशानी न हो, जिसके लिए प्रशासन ने अतिक्रमण को हटाया।: [414, 1098, 774, 1315]
media-place: गंजबासौदा।: [23, 1231, 72, 1245]
seminar-text: शासकीय संजय गांधी स्मृति महाविद्यालय में गत दिवस महिला सशक्तिकरण भविष्य एवं चुनौती विषय पर राष्ट्रीय सेमिनार किया गया। इसकी अध्यक्षता नप अध्यक्ष श्रीमती शशि अनिल यादव ने की। जबकि मुख्य वक्ता भोपाल एमएलबी महाविद्यालय की प्राध्यापक सविता भार्गव मौजूद रहीं। यह सेमिनार एसजीएस महाविद्यालय के अंग्रेजी एवं वनस्पति शास्त्र विभाग के संयुक्त तत्वावधान में आयोजित किया गया। अपने उद्बोधन में नपा अध्यक्ष श्रीमती शशि अनिल यादव ने कहा कि महिलाओं को घर के कामकाज के अलावा प्रतियोगी परीक्षाओं में भाग लेना चाहिए, ताकि वे रोजगार को प्राप्त कर सकें।: [23, 778, 395, 945]
nt1-cell-no: 3: [1172, 1009, 1207, 1024]
nt2-cell-tehsil: गैरतगंज: [1274, 1409, 1344, 1423]
bijasan-text: नगर में प्राचीन बिजासन माता मंदिर जो कि अति प्राचीन है यहां पर बहुत बुजुर्ग संत जगन बाबा के कारण जाना जाता है। वे यहां पर तपस्या की बाद ब्रह्मलीन हो गए उनकी इच्छा के अनुसार रामायण का पाठ यहां आज भी जारी है। यहां की माता आसपास एवं ग्यारसपुर के लोगों की कुलदेवी मानी जाती है। बिजासन पर करीब 35 वर्षों से श्रीरामचरितमानस का पाठ नवरात्रि के उपलक्ष्य में निरंतर होता आ रहा है। चैत्र नवरात्रि दोनों नवरात्रों में होता है। यहां श्री रामचरितमानस का 9 दिवसीय अखंड पाठ होता है, जो सभी भक्तों के सहयोग से किया जाता है। विशेष सहयोग कर्ताओं में पं. राकेश दुबे, एसएस ठाकुर शिक्षक विदिशा एवं आशीष बाजपेई, महेंद्र प्रजापति के साथ ही ग्यारसपुर के युवाओं की टीम नवरात्रि में अखंड रामायण के पाठ में बराबर ड्यूटी देती है। इसके अलावा इस कार्य में ग्रामवासी भी सहयोग करते हैं। सभी के सहयोग से रामचरितमानस को आज 35 वर्ष हो गए हैं और दशमी के दिन यहां पर भंडारा होता है।: [792, 1098, 1147, 1315]
nt2-cell-tehsil: सैलाना: [1274, 1508, 1344, 1523]
art1-photo: [23, 134, 395, 308]
bhagwat-headline-2: शुरू, कलश यात्रा निकली: [797, 1870, 1042, 1901]
notice-table-1-row: [1172, 1080, 1532, 1095]
notice-table-1-row: [1172, 984, 1532, 1009]
chunari-body-cont: [224, 2195, 779, 2372]
notice-table-2-row: [1172, 1451, 1532, 1466]
police-text: सोमवार की रात बरेली पुलिस ने ताबड़तोड़ कार्रवाई करते हुए पुलिस अधीक्षक रायसेन विकास कुमार सहवाल के निर्देशन में अतिरिक्त पुलिस अधीक्षक अमृत मीणा के मार्गदर्शन में एसडीओपी राजीव जांगले एवं थाना प्रभारी आशीष सप्रे द्वारा बीच मार्च की रात्रि को कॉम्बिंग गश्त की गई। इस दौरान थाना बरेली क्षेत्र के कई समय से फरार चल रहे 38 स्थाई वारंट एवं एक गिरफ्तारी वारंट तामील किए एवं वारंटियों को गिरफ्तार कर न्यायिक अभिरक्षा में न्यायालय बरेली में पेश किया गया 14 वारंटियों को गिरफ्तार कर न्यायालय में पेश किया गया है। वारंटियों की गिरफ्तारी में उपनिरीक्षक सुखदेव भालेकर, उपनिरीक्षक शेर सिंह सुल्या, उप निरीक्षक सुनंदा रहंगे, उपनिरीक्षक सुभाष सिंह, उप निरीक्षक अरविंद पांडे, उप निरीक्षक युवेश तिवारी, सह उप निरीक्षक रमेश रैकवार, सह उपनिरीक्षक कल्लू सिंह धुर्वे, प्रधान आरक्षक श्याम सिंह, आरक्षक राजेश, आरक्षक कुलदीप रघुवंशी, आरक्षक मुकेश पटेल, आरक्षक शिवकुमार एवं आरक्षक सुंदर की विशेष भूमिका रही।: [1166, 461, 1538, 746]
public-notice: [1166, 767, 1538, 2372]
nt1-cell-scope: वार्षिक प्रतिस्थापन एवं उससे जुड़ी लाइनें।: [1207, 1260, 1532, 1274]
bus-photo: [414, 843, 774, 1041]
nt2-cell-villages: बुरहानपुर, शाहपुर, खकनार: [1344, 1579, 1532, 1594]
chunari-reporter: पीपुल्स संवाददाता: [23, 1938, 95, 1950]
art1-text: मेहलुआ क्षेत्र में अचानक हुई वर्षा एवं ओले गिरने से धनिया की फसल को नुकसान हुआ है। इसके लिए ग्राम पंचायत मेहलुआ के किसानों ने तहसील कार्यालय पहुंचकर तहसीलदार सुनील शर्मा को ज्ञापन सौंपा। इसमें बताया कि मेहलुआ क्षेत्र में अतिवर्षा से धनिया की फसल 60 प्रतिशत खराब हो चुकी है। इसके लिए ग्रामीणों ने उचित मुआवजा दिलाने की मांग की। ज्ञापन सौंपने वालों में गोविंद सिंह दांगी सरपंच, देवेंद्र सिंह (दद्दू) रघुवंशी, संजीव रघुवंशी, भूरा रघुवंशी, प्रदीप रघुवंशी, दीपक दुबे, कल्लू रघुवंशी, राजेंद्र रघुवंशी, अर्जुन सिंह दांगी, महेंद्र रघुवंशी, प्रहलाद सिंह, अर्जुन दांगी, रामशरण दांगी एवं आदि ग्रामीण मौजूद थे।: [23, 316, 395, 499]
nt1-cell-scope: 132/33 केवी जीआईएस सबस्टेशन एवं उसके अंतर्गत आने वाली विद्युत लाइनें। चौबारा धीरा, जिला-देवास।: [1207, 1194, 1532, 1220]
notice-table-2-row: [1172, 1380, 1532, 1395]
ram-photo: [23, 1448, 395, 1622]
issue-date: गुरुवार, 23 मार्च 2023: [1350, 34, 1465, 49]
masthead-rule: [16, 73, 1541, 76]
bijasan-location: ग्यारसपुर: [880, 1048, 916, 1061]
main-photo: [602, 323, 1145, 549]
bhagwat-location: गैरतगंज: [885, 2153, 917, 2165]
notice-title-1: स्थानीय दैनिक समाचार पत्रों में ट्रांसमिशन योजना के प्रकाशन के लिए: [1229, 775, 1475, 787]
notice-table-1-row: [1172, 1220, 1532, 1245]
youth-place: रायसेन।: [965, 1554, 998, 1567]
seminar-place: गंजबासौदा।: [23, 778, 72, 791]
nt2-cell-villages: बिलखिरिया, नरेला, ईंटखेड़ी, बरखेड़ी: [1344, 1451, 1532, 1466]
nt2-cell-no: 7: [1172, 1423, 1204, 1437]
chunari-kicker: शक्ति की भक्ति के साथ चैत्र नवरात्रि शुरू, सुबह से लगी रहीं देवी मंदिरों में कतारें: [23, 1829, 589, 1852]
nt1-cell-no: 9: [1172, 1095, 1207, 1109]
main-mobile: मो.नं. 7987943913: [422, 340, 513, 352]
chunari-location: विदिशा: [112, 1938, 140, 1950]
chunari-mobile: मो.नं. 98275 86049: [23, 1956, 118, 1968]
notice-table-2-body: [1172, 1314, 1532, 1593]
nt2-cell-villages: पिपलिया, बालाखेड़ी, रासू, सेवदा: [1344, 1394, 1532, 1409]
nt1-cell-no: 5: [1172, 1038, 1207, 1052]
